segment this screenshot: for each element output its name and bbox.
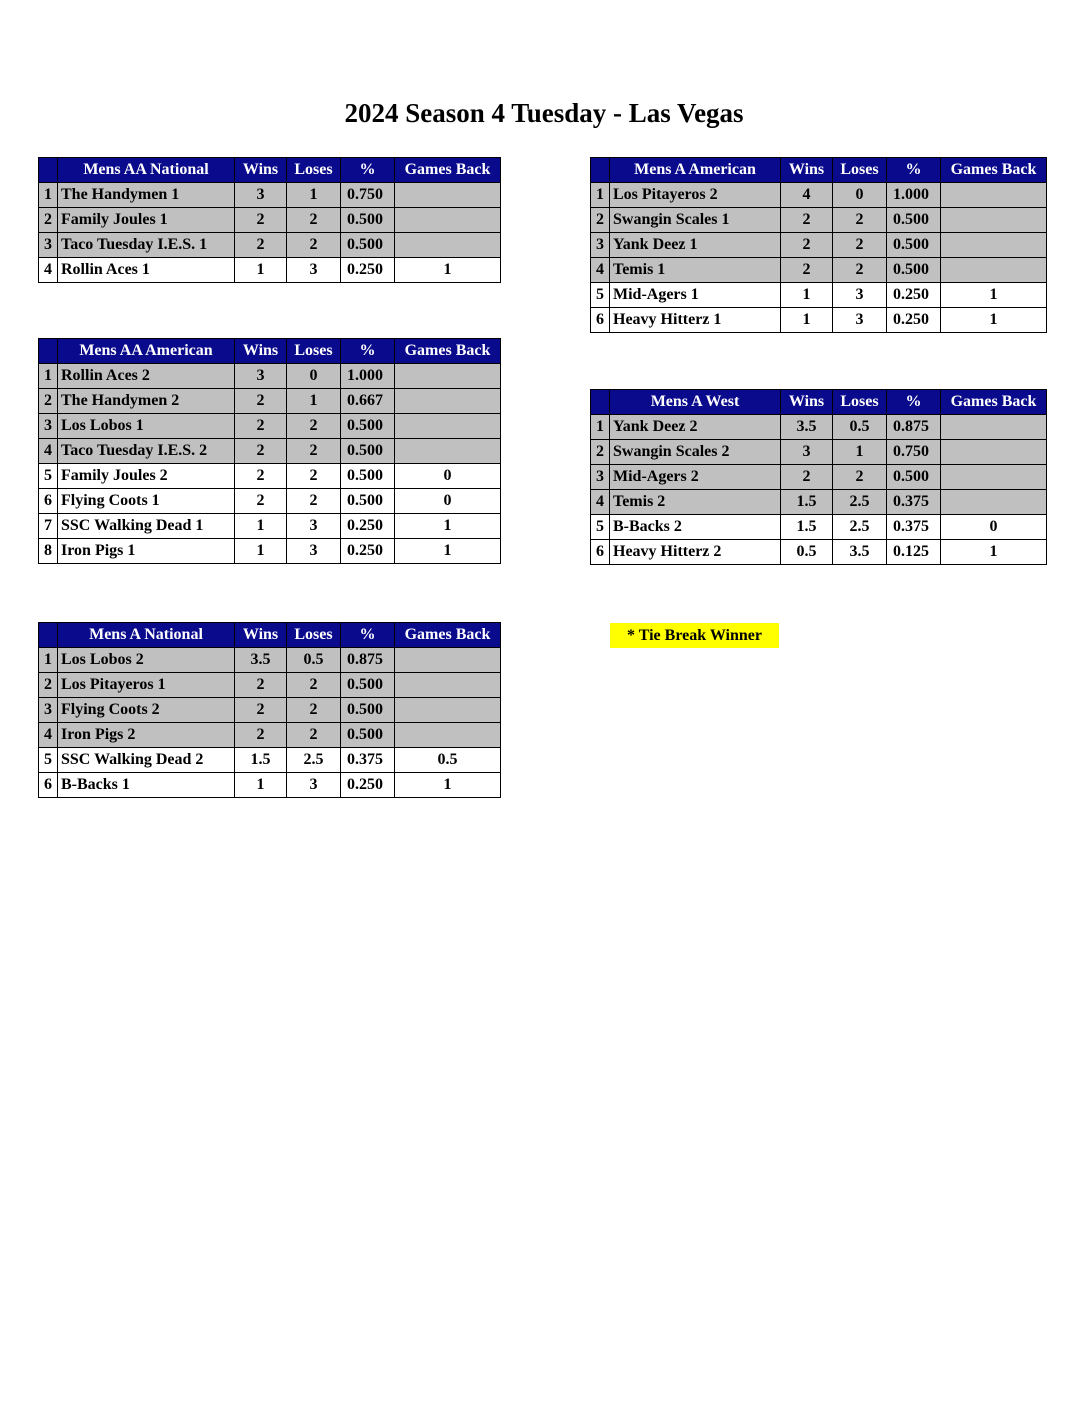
table-row (39, 364, 501, 389)
loses-cell: 2.5 (833, 515, 887, 540)
loses-cell: 0.5 (287, 648, 341, 673)
loses-cell: 1 (287, 389, 341, 414)
table-row (591, 440, 1047, 465)
rank-cell: 3 (591, 465, 610, 490)
games-back-cell (395, 389, 501, 414)
rank-cell: 1 (39, 183, 58, 208)
games-back-cell: 1 (941, 540, 1047, 565)
table-row (39, 723, 501, 748)
wins-cell: 1 (781, 283, 833, 308)
standings-table-mens-a-national (38, 622, 501, 798)
team-name-cell: Yank Deez 1 (610, 233, 781, 258)
games-back-cell (395, 208, 501, 233)
team-name-cell: Los Lobos 1 (58, 414, 235, 439)
header-games-back: Games Back (941, 390, 1047, 415)
games-back-cell (941, 258, 1047, 283)
header-loses: Loses (287, 339, 341, 364)
table-row (591, 283, 1047, 308)
table-row (591, 540, 1047, 565)
pct-cell: 0.500 (341, 698, 395, 723)
loses-cell: 2 (833, 208, 887, 233)
wins-cell: 2 (781, 465, 833, 490)
rank-cell: 4 (39, 439, 58, 464)
games-back-cell (395, 698, 501, 723)
games-back-cell (941, 183, 1047, 208)
loses-cell: 0.5 (833, 415, 887, 440)
team-name-cell: Mid-Agers 1 (610, 283, 781, 308)
team-name-cell: SSC Walking Dead 2 (58, 748, 235, 773)
rank-cell: 3 (39, 233, 58, 258)
table-row (39, 208, 501, 233)
wins-cell: 1 (235, 514, 287, 539)
header-rank (591, 158, 610, 183)
team-name-cell: Los Pitayeros 2 (610, 183, 781, 208)
games-back-cell (941, 233, 1047, 258)
table-row (591, 308, 1047, 333)
loses-cell: 2 (287, 489, 341, 514)
table-row (39, 773, 501, 798)
rank-cell: 2 (591, 208, 610, 233)
games-back-cell: 0 (395, 489, 501, 514)
loses-cell: 2 (833, 233, 887, 258)
table-row (591, 183, 1047, 208)
rank-cell: 4 (39, 258, 58, 283)
wins-cell: 1.5 (235, 748, 287, 773)
header-games-back: Games Back (395, 158, 501, 183)
pct-cell: 0.375 (341, 748, 395, 773)
team-name-cell: Yank Deez 2 (610, 415, 781, 440)
rank-cell: 3 (39, 698, 58, 723)
pct-cell: 0.667 (341, 389, 395, 414)
games-back-cell: 0 (395, 464, 501, 489)
standings-table-mens-a-american (590, 157, 1047, 333)
header-loses: Loses (833, 390, 887, 415)
rank-cell: 6 (39, 489, 58, 514)
games-back-cell: 1 (395, 539, 501, 564)
loses-cell: 3.5 (833, 540, 887, 565)
table-row (591, 515, 1047, 540)
games-back-cell: 0.5 (395, 748, 501, 773)
team-name-cell: Heavy Hitterz 1 (610, 308, 781, 333)
wins-cell: 2 (235, 698, 287, 723)
table-row (591, 490, 1047, 515)
games-back-cell (395, 183, 501, 208)
header-division-name: Mens A West (610, 390, 781, 415)
loses-cell: 2 (287, 723, 341, 748)
games-back-cell (941, 440, 1047, 465)
wins-cell: 2 (235, 489, 287, 514)
team-name-cell: Iron Pigs 1 (58, 539, 235, 564)
rank-cell: 1 (39, 648, 58, 673)
wins-cell: 3 (781, 440, 833, 465)
games-back-cell: 1 (395, 258, 501, 283)
table-row (39, 514, 501, 539)
team-name-cell: B-Backs 1 (58, 773, 235, 798)
header-wins: Wins (781, 390, 833, 415)
team-name-cell: Family Joules 1 (58, 208, 235, 233)
team-name-cell: Heavy Hitterz 2 (610, 540, 781, 565)
pct-cell: 0.375 (887, 490, 941, 515)
team-name-cell: Los Pitayeros 1 (58, 673, 235, 698)
pct-cell: 0.500 (341, 673, 395, 698)
pct-cell: 0.500 (341, 233, 395, 258)
loses-cell: 1 (287, 183, 341, 208)
team-name-cell: Taco Tuesday I.E.S. 1 (58, 233, 235, 258)
rank-cell: 1 (591, 415, 610, 440)
wins-cell: 3 (235, 364, 287, 389)
pct-cell: 0.500 (341, 489, 395, 514)
team-name-cell: Rollin Aces 1 (58, 258, 235, 283)
team-name-cell: The Handymen 2 (58, 389, 235, 414)
header-pct: % (887, 158, 941, 183)
table-row (39, 389, 501, 414)
loses-cell: 2.5 (287, 748, 341, 773)
header-loses: Loses (287, 623, 341, 648)
games-back-cell (941, 208, 1047, 233)
tie-break-legend: * Tie Break Winner (610, 623, 779, 648)
games-back-cell: 1 (941, 308, 1047, 333)
header-division-name: Mens A American (610, 158, 781, 183)
pct-cell: 0.250 (341, 539, 395, 564)
wins-cell: 1.5 (781, 490, 833, 515)
wins-cell: 1 (235, 258, 287, 283)
wins-cell: 3.5 (235, 648, 287, 673)
wins-cell: 2 (235, 389, 287, 414)
rank-cell: 2 (39, 673, 58, 698)
pct-cell: 0.250 (887, 308, 941, 333)
table-header-row (39, 158, 501, 183)
games-back-cell (395, 648, 501, 673)
games-back-cell: 1 (941, 283, 1047, 308)
pct-cell: 0.500 (341, 723, 395, 748)
team-name-cell: Mid-Agers 2 (610, 465, 781, 490)
team-name-cell: Swangin Scales 2 (610, 440, 781, 465)
pct-cell: 0.500 (341, 439, 395, 464)
rank-cell: 5 (39, 748, 58, 773)
rank-cell: 5 (591, 515, 610, 540)
header-pct: % (341, 623, 395, 648)
table-row (39, 439, 501, 464)
table-row (39, 673, 501, 698)
loses-cell: 2 (287, 414, 341, 439)
loses-cell: 2 (287, 464, 341, 489)
wins-cell: 4 (781, 183, 833, 208)
loses-cell: 2 (287, 439, 341, 464)
table-row (39, 464, 501, 489)
loses-cell: 2 (287, 698, 341, 723)
header-games-back: Games Back (395, 623, 501, 648)
table-row (39, 698, 501, 723)
table-row (39, 233, 501, 258)
rank-cell: 5 (591, 283, 610, 308)
team-name-cell: B-Backs 2 (610, 515, 781, 540)
header-wins: Wins (781, 158, 833, 183)
pct-cell: 0.500 (887, 233, 941, 258)
wins-cell: 2 (781, 258, 833, 283)
games-back-cell (941, 465, 1047, 490)
pct-cell: 1.000 (887, 183, 941, 208)
games-back-cell (941, 490, 1047, 515)
header-division-name: Mens A National (58, 623, 235, 648)
pct-cell: 0.750 (887, 440, 941, 465)
wins-cell: 2 (235, 439, 287, 464)
team-name-cell: Taco Tuesday I.E.S. 2 (58, 439, 235, 464)
pct-cell: 0.250 (341, 773, 395, 798)
wins-cell: 2 (235, 233, 287, 258)
loses-cell: 0 (287, 364, 341, 389)
loses-cell: 3 (833, 283, 887, 308)
table-row (591, 233, 1047, 258)
table-row (39, 183, 501, 208)
rank-cell: 4 (591, 258, 610, 283)
loses-cell: 3 (287, 539, 341, 564)
header-wins: Wins (235, 158, 287, 183)
header-pct: % (341, 158, 395, 183)
table-row (591, 208, 1047, 233)
rank-cell: 6 (591, 308, 610, 333)
loses-cell: 3 (287, 514, 341, 539)
team-name-cell: Temis 2 (610, 490, 781, 515)
pct-cell: 0.375 (887, 515, 941, 540)
table-row (39, 748, 501, 773)
wins-cell: 1 (235, 773, 287, 798)
team-name-cell: Family Joules 2 (58, 464, 235, 489)
rank-cell: 3 (591, 233, 610, 258)
table-header-row (591, 390, 1047, 415)
header-wins: Wins (235, 623, 287, 648)
rank-cell: 2 (591, 440, 610, 465)
pct-cell: 1.000 (341, 364, 395, 389)
rank-cell: 4 (591, 490, 610, 515)
loses-cell: 3 (833, 308, 887, 333)
pct-cell: 0.875 (341, 648, 395, 673)
wins-cell: 1.5 (781, 515, 833, 540)
loses-cell: 3 (287, 258, 341, 283)
loses-cell: 0 (833, 183, 887, 208)
wins-cell: 2 (235, 414, 287, 439)
rank-cell: 7 (39, 514, 58, 539)
loses-cell: 1 (833, 440, 887, 465)
pct-cell: 0.500 (341, 414, 395, 439)
table-row (39, 414, 501, 439)
pct-cell: 0.250 (887, 283, 941, 308)
pct-cell: 0.250 (341, 258, 395, 283)
pct-cell: 0.500 (341, 464, 395, 489)
wins-cell: 2 (235, 464, 287, 489)
rank-cell: 6 (39, 773, 58, 798)
team-name-cell: Flying Coots 1 (58, 489, 235, 514)
wins-cell: 2 (235, 208, 287, 233)
team-name-cell: Rollin Aces 2 (58, 364, 235, 389)
table-row (591, 258, 1047, 283)
table-row (591, 415, 1047, 440)
pct-cell: 0.250 (341, 514, 395, 539)
rank-cell: 6 (591, 540, 610, 565)
pct-cell: 0.875 (887, 415, 941, 440)
table-header-row (591, 158, 1047, 183)
loses-cell: 2 (287, 208, 341, 233)
header-pct: % (887, 390, 941, 415)
games-back-cell (395, 364, 501, 389)
page-title: 2024 Season 4 Tuesday - Las Vegas (344, 98, 744, 128)
games-back-cell (395, 414, 501, 439)
table-row (39, 489, 501, 514)
header-games-back: Games Back (941, 158, 1047, 183)
rank-cell: 1 (39, 364, 58, 389)
table-row (591, 465, 1047, 490)
team-name-cell: Iron Pigs 2 (58, 723, 235, 748)
header-rank (39, 339, 58, 364)
wins-cell: 2 (781, 233, 833, 258)
wins-cell: 3 (235, 183, 287, 208)
team-name-cell: The Handymen 1 (58, 183, 235, 208)
rank-cell: 4 (39, 723, 58, 748)
header-wins: Wins (235, 339, 287, 364)
pct-cell: 0.500 (887, 208, 941, 233)
standings-table-mens-aa-american (38, 338, 501, 564)
wins-cell: 0.5 (781, 540, 833, 565)
rank-cell: 2 (39, 208, 58, 233)
table-row (39, 539, 501, 564)
rank-cell: 1 (591, 183, 610, 208)
wins-cell: 3.5 (781, 415, 833, 440)
wins-cell: 2 (235, 673, 287, 698)
games-back-cell: 1 (395, 773, 501, 798)
table-row (39, 258, 501, 283)
rank-cell: 5 (39, 464, 58, 489)
header-loses: Loses (833, 158, 887, 183)
wins-cell: 1 (235, 539, 287, 564)
header-rank (39, 623, 58, 648)
games-back-cell: 1 (395, 514, 501, 539)
games-back-cell (395, 723, 501, 748)
games-back-cell (941, 415, 1047, 440)
pct-cell: 0.500 (887, 258, 941, 283)
team-name-cell: Flying Coots 2 (58, 698, 235, 723)
team-name-cell: Los Lobos 2 (58, 648, 235, 673)
pct-cell: 0.500 (887, 465, 941, 490)
pct-cell: 0.500 (341, 208, 395, 233)
pct-cell: 0.125 (887, 540, 941, 565)
games-back-cell (395, 439, 501, 464)
team-name-cell: Temis 1 (610, 258, 781, 283)
games-back-cell (395, 673, 501, 698)
standings-table-mens-a-west (590, 389, 1047, 565)
games-back-cell: 0 (941, 515, 1047, 540)
loses-cell: 3 (287, 773, 341, 798)
loses-cell: 2 (833, 465, 887, 490)
team-name-cell: Swangin Scales 1 (610, 208, 781, 233)
table-header-row (39, 339, 501, 364)
header-games-back: Games Back (395, 339, 501, 364)
header-rank (591, 390, 610, 415)
header-division-name: Mens AA National (58, 158, 235, 183)
header-loses: Loses (287, 158, 341, 183)
pct-cell: 0.750 (341, 183, 395, 208)
rank-cell: 8 (39, 539, 58, 564)
table-row (39, 648, 501, 673)
rank-cell: 2 (39, 389, 58, 414)
table-header-row (39, 623, 501, 648)
header-pct: % (341, 339, 395, 364)
header-division-name: Mens AA American (58, 339, 235, 364)
rank-cell: 3 (39, 414, 58, 439)
team-name-cell: SSC Walking Dead 1 (58, 514, 235, 539)
loses-cell: 2 (287, 233, 341, 258)
header-rank (39, 158, 58, 183)
wins-cell: 2 (781, 208, 833, 233)
loses-cell: 2 (833, 258, 887, 283)
loses-cell: 2 (287, 673, 341, 698)
wins-cell: 1 (781, 308, 833, 333)
standings-table-mens-aa-national (38, 157, 501, 283)
wins-cell: 2 (235, 723, 287, 748)
loses-cell: 2.5 (833, 490, 887, 515)
games-back-cell (395, 233, 501, 258)
